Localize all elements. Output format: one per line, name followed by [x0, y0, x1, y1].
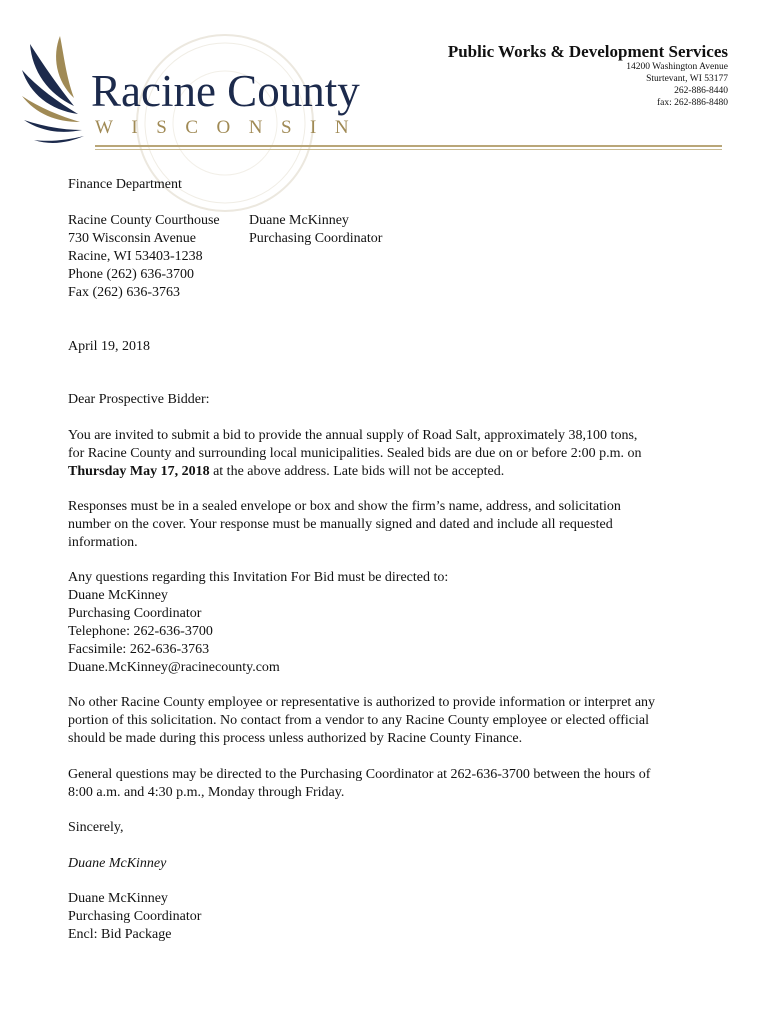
contact-name: Duane McKinney	[68, 588, 168, 603]
paragraph-2-line: number on the cover. Your response must be manually signed and dated and include all requested	[68, 517, 613, 532]
logo-state-wordmark: WISCONSIN	[95, 117, 368, 138]
paragraph-3-line: Any questions regarding this Invitation For Bid must be directed to:	[68, 570, 449, 585]
signature: Duane McKinney	[68, 856, 167, 871]
header-department-title: Public Works & Development Services	[447, 42, 728, 61]
signer-title: Purchasing Coordinator	[68, 909, 202, 924]
sender-fax: Fax (262) 636-3763	[68, 285, 180, 300]
letter-date: April 19, 2018	[68, 339, 151, 354]
enclosure-note: Encl: Bid Package	[68, 927, 172, 942]
paragraph-4-line: No other Racine County employee or representative is authorized to provide information or interpret any	[68, 695, 656, 710]
paragraph-4-line: portion of this solicitation. No contact from a vendor to any Racine County employee or elected official	[68, 713, 649, 728]
paragraph-2-line: Responses must be in a sealed envelope or box and show the firm’s name, address, and solicitation	[68, 499, 621, 514]
paragraph-5-line: General questions may be directed to the Purchasing Coordinator at 262-636-3700 between the hours of	[68, 767, 651, 782]
signer-name: Duane McKinney	[68, 891, 168, 906]
sender-address-line: Racine County Courthouse	[68, 213, 220, 228]
paragraph-1-line: for Racine County and surrounding local municipalities. Sealed bids are due on or before 2:00 p.m. on	[68, 446, 642, 461]
sender-address-line: Racine, WI 53403-1238	[68, 249, 203, 264]
paragraph-5-line: 8:00 a.m. and 4:30 p.m., Monday through Friday.	[68, 785, 345, 800]
header-phone: 262-886-8440	[674, 86, 728, 96]
contact-title: Purchasing Coordinator	[68, 606, 202, 621]
header-address-line-1: 14200 Washington Avenue	[626, 62, 728, 72]
contact-email: Duane.McKinney@racinecounty.com	[68, 660, 280, 675]
letter-salutation: Dear Prospective Bidder:	[68, 392, 210, 407]
paragraph-1-line	[68, 463, 504, 481]
sender-contact-title: Purchasing Coordinator	[249, 231, 383, 246]
contact-facsimile: Facsimile: 262-636-3763	[68, 642, 210, 657]
sender-department: Finance Department	[68, 177, 182, 192]
logo-wordmark: Racine County	[91, 66, 360, 116]
paragraph-2-line: information.	[68, 535, 138, 550]
paragraph-1-text: at the above address. Late bids will not be accepted.	[209, 464, 505, 479]
paragraph-4-line: should be made during this process unless authorized by Racine County Finance.	[68, 731, 523, 746]
racine-county-logo-icon	[22, 36, 102, 156]
contact-telephone: Telephone: 262-636-3700	[68, 624, 213, 639]
paragraph-1-line: You are invited to submit a bid to provide the annual supply of Road Salt, approximately 38,100 tons,	[68, 428, 638, 443]
header-address-line-2: Sturtevant, WI 53177	[646, 74, 728, 84]
header-divider-thin	[95, 149, 722, 150]
sender-phone: Phone (262) 636-3700	[68, 267, 194, 282]
sender-contact-name: Duane McKinney	[249, 213, 349, 228]
header-fax: fax: 262-886-8480	[657, 98, 728, 108]
bid-due-date: Thursday May 17, 2018	[68, 464, 210, 479]
letter-closing: Sincerely,	[68, 820, 124, 835]
sender-address-line: 730 Wisconsin Avenue	[68, 231, 197, 246]
header-divider	[95, 145, 722, 147]
